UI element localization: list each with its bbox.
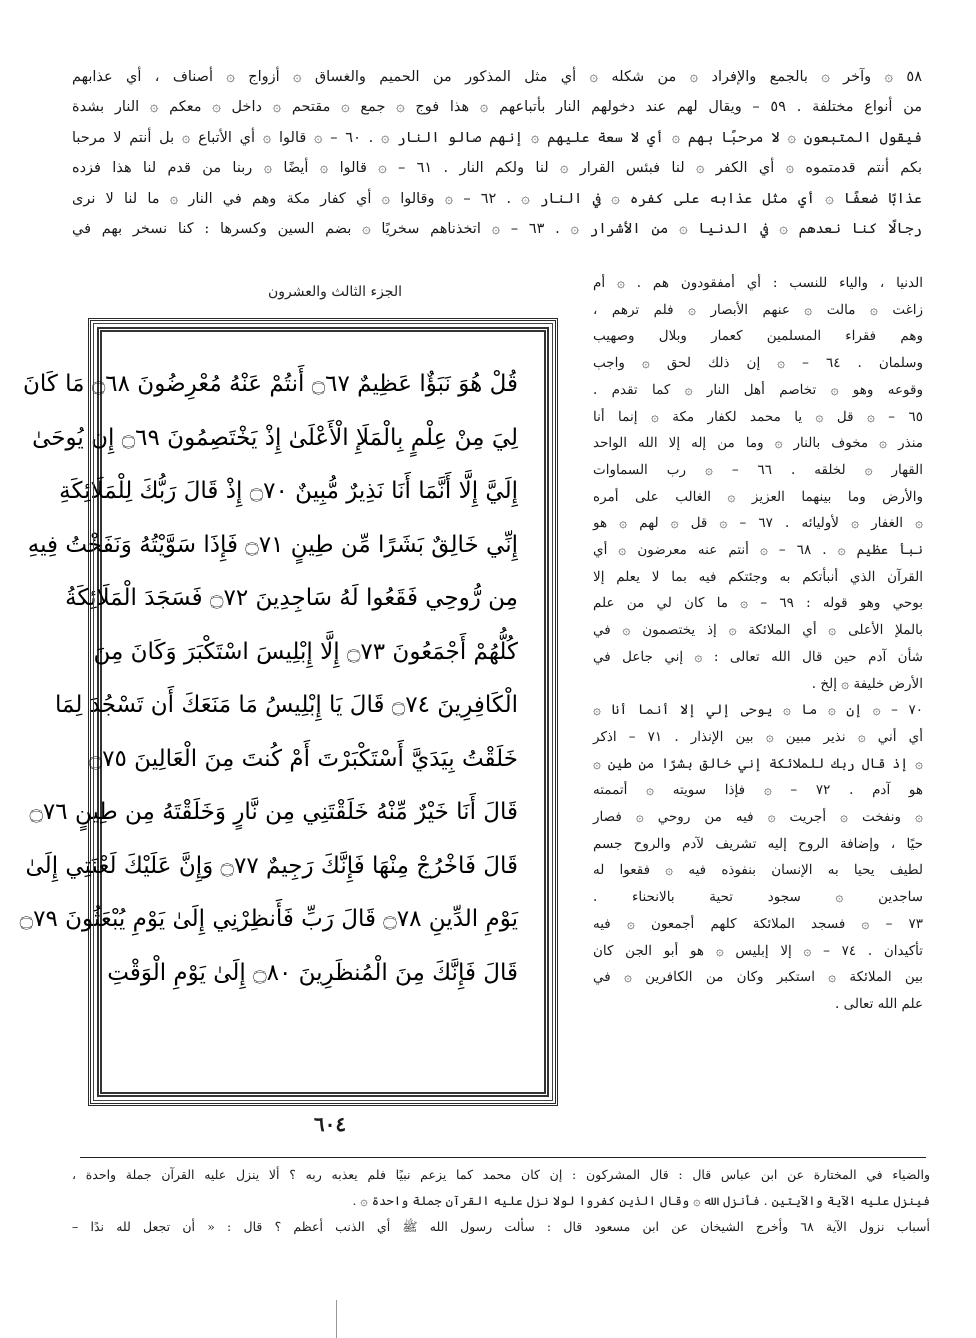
verse-line: قُلْ هُوَ نَبَؤٌا عَظِيمٌ ۝٦٧ أَنتُمْ عَنْهُ مُعْرِضُونَ ۝٦٨ مَا كَانَ bbox=[23, 371, 518, 397]
verse-line: قَالَ فَإِنَّكَ مِنَ الْمُنظَرِينَ ۝٨٠ إِلَىٰ يَوْمِ الْوَقْتِ bbox=[107, 959, 518, 986]
footnote-line: فينزل عليه الآية والآيتين . فأنزل الله ۞ وقال الذين كفروا لولا نزل عليه القرآن جملة واحدة ۞ . bbox=[352, 1193, 930, 1208]
quran-text-border bbox=[19, 327, 549, 1097]
commentary-line: حيًا ، وإضافة الروح إليه تشريف لآدم والروح جسم bbox=[593, 835, 923, 852]
commentary-line: ۞ إذ قال ربك للملائكة إني خالق بشرًا من طين ۞ bbox=[593, 755, 923, 772]
commentary-line: والأرض وما بينهما العزيز ۞ الغالب على أمره bbox=[593, 488, 923, 505]
commentary-line: تأكيدان . ٧٤ – ۞ إلا إبليس ۞ هو أبو الجن كان bbox=[593, 942, 923, 959]
verse-line: مِن رُّوحِي فَقَعُوا لَهُ سَاجِدِينَ ۝٧٢ فَسَجَدَ الْمَلَائِكَةُ bbox=[65, 585, 518, 611]
commentary-line: هو آدم . ٧٢ – ۞ فإذا سويته ۞ أتممته bbox=[593, 782, 923, 799]
commentary-line: بالملإ الأعلى ۞ أي الملائكة ۞ إذ يختصمون ۞ في bbox=[593, 622, 923, 639]
commentary-line: وقوعه وهو ۞ تخاصم أهل النار ۞ كما تقدم . bbox=[593, 381, 923, 398]
verse-line: الْكَافِرِينَ ۝٧٤ قَالَ يَا إِبْلِيسُ مَا مَنَعَكَ أَن تَسْجُدَ لِمَا bbox=[55, 692, 518, 718]
commentary-line: علم الله تعالى . bbox=[835, 995, 923, 1012]
commentary-line: رجالًا كنا نعدهم ۞ في الدنيا ۞ من الأشرار ۞ . ٦٣ – ۞ اتخذناهم سخريًا ۞ بضم السين وكسرها : كنا نسخر بهم في bbox=[72, 221, 922, 238]
page-number: ٦٠٤ bbox=[313, 1112, 347, 1136]
verse-line: إِلَيَّ إِلَّا أَنَّمَا أَنَا نَذِيرٌ مُّبِينٌ ۝٧٠ إِذْ قَالَ رَبُّكَ لِلْمَلَائِكَةِ bbox=[59, 478, 518, 504]
verse-line: خَلَقْتُ بِيَدَيَّ أَسْتَكْبَرْتَ أَمْ كُنتَ مِنَ الْعَالِينَ ۝٧٥ bbox=[88, 745, 518, 772]
commentary-line: ساجدين ۞ سجود تحية بالانحناء . bbox=[593, 889, 923, 906]
commentary-line: ٧٣ – ۞ فسجد الملائكة كلهم أجمعون ۞ فيه bbox=[593, 915, 923, 932]
commentary-line: ۞ الغفار ۞ لأوليائه . ٦٧ – ۞ قل ۞ لهم ۞ هو bbox=[593, 515, 923, 532]
commentary-line: من أنواع مختلفة . ٥٩ – ويقال لهم عند دخولهم النار بأتباعهم ۞ هذا فوج ۞ جمع ۞ مقتحم ۞ داخل ۞ معكم ۞ النار بشدة bbox=[72, 99, 922, 116]
footnote-line: أسباب نزول الآية ٦٨ وأخرج الشيخان عن ابن مسعود قال : سألت رسول الله ﷺ أي الذنب أعظم ؟ قال : « أن تجعل لله ندًا – bbox=[72, 1219, 931, 1234]
commentary-line: بوحي وهو قوله : ٦٩ – ۞ ما كان لي من علم bbox=[593, 595, 923, 612]
commentary-line: وسلمان . ٦٤ – ۞ إن ذلك لحق ۞ واجب bbox=[593, 355, 924, 372]
verse-line: إِنِّي خَالِقٌ بَشَرًا مِّن طِينٍ ۝٧١ فَإِذَا سَوَّيْتُهُ وَنَفَخْتُ فِيهِ bbox=[27, 531, 518, 558]
commentary-line: ۞ ونفخت ۞ أجريت ۞ فيه من روحي ۞ فصار bbox=[593, 809, 923, 826]
commentary-line: وهم فقراء المسلمين كعمار وبلال وصهيب bbox=[593, 328, 923, 345]
verse-line: قَالَ فَاخْرُجْ مِنْهَا فَإِنَّكَ رَجِيمٌ ۝٧٧ وَإِنَّ عَلَيْكَ لَعْنَتِي إِلَىٰ bbox=[25, 852, 518, 879]
commentary-line: ٧٠ – ۞ إن ۞ ما ۞ يوحى إلي إلا أنما أنا ۞ bbox=[593, 702, 923, 719]
commentary-line: زاغت ۞ مالت ۞ عنهم الأبصار ۞ فلم ترهم ، bbox=[593, 301, 923, 318]
commentary-line: نبأ عظيم ۞ . ٦٨ – ۞ أنتم عنه معرضون ۞ أي bbox=[593, 542, 924, 559]
commentary-line: عذابًا ضعفًا ۞ أي مثل عذابه على كفره ۞ في النار ۞ . ٦٢ – ۞ وقالوا ۞ أي كفار مكة وهم في النار ۞ ما لنا لا نرى bbox=[72, 190, 922, 207]
commentary-line: منذر ۞ مخوف بالنار ۞ وما من إله إلا الله الواحد bbox=[593, 435, 923, 452]
side-commentary bbox=[593, 270, 923, 1018]
commentary-line: ٦٥ – ۞ قل ۞ يا محمد لكفار مكة ۞ إنما أنا bbox=[593, 408, 923, 425]
commentary-line: القهار ۞ لخلقه . ٦٦ – ۞ رب السماوات bbox=[593, 461, 923, 478]
commentary-line: الدنيا ، والياء للنسب : أي أمفقودون هم . ۞ أم bbox=[593, 275, 923, 291]
commentary-line: ٥٨ ۞ وآخر ۞ بالجمع والإفراد ۞ من شكله ۞ أي مثل المذكور من الحميم والغساق ۞ أزواج ۞ أصناف ، أي عذابهم bbox=[72, 69, 922, 85]
footnote-line: والضياء في المختارة عن ابن عباس قال : قال المشركون : إن كان محمد كما يزعم نبيًا فلم يعذبه ربه ؟ ألا ينزل عليه القرآن جملة واحدة ، bbox=[72, 1167, 930, 1182]
commentary-line: شأن آدم حين قال الله تعالى : ۞ إني جاعل في bbox=[593, 648, 923, 665]
binding-mark bbox=[336, 1300, 337, 1338]
commentary-line: القرآن الذي أنبأتكم به وجئتكم فيه بما لا يعلم إلا bbox=[593, 568, 923, 585]
footnote-separator bbox=[80, 1157, 926, 1158]
commentary-line: فيقول المتبعون ۞ لا مرحبًا بهم ۞ أي لا سعة عليهم ۞ إنهم صالو النار ۞ . ٦٠ – ۞ قالوا ۞ أي الأتباع ۞ بل أنتم لا مرحبا bbox=[72, 129, 922, 146]
commentary-line: الأرض خليفة ۞ إلخ . bbox=[811, 675, 923, 692]
verse-line: كُلُّهُمْ أَجْمَعُونَ ۝٧٣ إِلَّا إِبْلِيسَ اسْتَكْبَرَ وَكَانَ مِنَ bbox=[93, 638, 518, 665]
commentary-line: لطيف يحيا به الإنسان بنفوذه فيه ۞ فقعوا له bbox=[593, 862, 923, 879]
footnotes bbox=[72, 1162, 930, 1240]
quran-text-frame bbox=[19, 318, 558, 1106]
commentary-line: بكم أنتم قدمتموه ۞ أي الكفر ۞ لنا فبئس القرار ۞ لنا ولكم النار . ٦١ – ۞ قالوا ۞ أيضًا ۞ ربنا من قدم لنا هذا فزده bbox=[72, 160, 922, 177]
verse-line: قَالَ أَنَا خَيْرٌ مِّنْهُ خَلَقْتَنِي مِن نَّارٍ وَخَلَقْتَهُ مِن طِينٍ ۝٧٦ bbox=[29, 799, 518, 825]
running-head: الجزء الثالث والعشرون bbox=[268, 284, 402, 300]
commentary-line: أي أني ۞ نذير مبين ۞ بين الإنذار . ٧١ – اذكر bbox=[593, 728, 923, 745]
commentary-line: بين الملائكة ۞ استكبر وكان من الكافرين ۞ في bbox=[593, 969, 923, 986]
verse-line: يَوْمِ الدِّينِ ۝٧٨ قَالَ رَبِّ فَأَنظِرْنِي إِلَىٰ يَوْمِ يُبْعَثُونَ ۝٧٩ bbox=[19, 906, 518, 932]
top-commentary bbox=[72, 62, 922, 244]
verse-line: لِيَ مِنْ عِلْمٍ بِالْمَلَإِ الْأَعْلَىٰ إِذْ يَخْتَصِمُونَ ۝٦٩ إِن يُوحَىٰ bbox=[32, 424, 518, 451]
